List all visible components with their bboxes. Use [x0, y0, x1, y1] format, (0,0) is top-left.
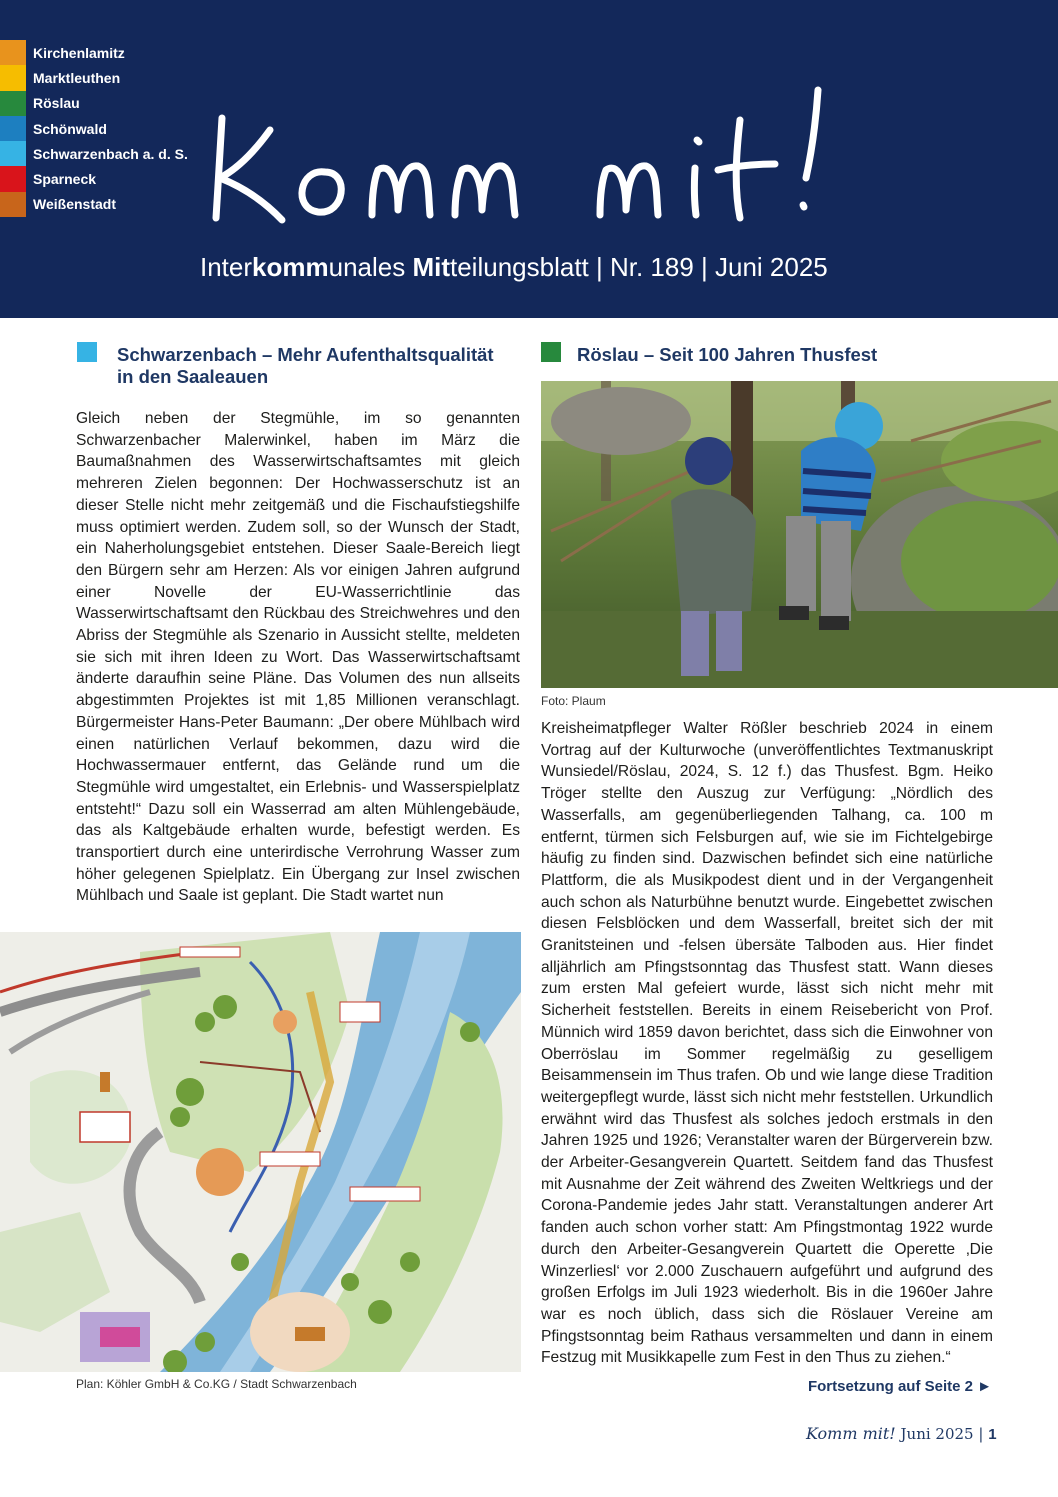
town-color-swatch — [0, 40, 26, 65]
headline-line: Schwarzenbach – Mehr Aufenthaltsqualität — [117, 344, 494, 365]
subtitle-part: unales — [328, 252, 413, 282]
town-label: Kirchenlamitz — [33, 44, 125, 61]
forest-photo-drawing — [541, 381, 1058, 688]
plan-caption: Plan: Köhler GmbH & Co.KG / Stadt Schwarzenbach — [76, 1377, 357, 1391]
town-color-swatch — [0, 116, 26, 141]
town-label: Schönwald — [33, 120, 107, 137]
page-footer — [806, 1424, 997, 1443]
masthead-subtitle — [200, 252, 828, 283]
article-headline — [117, 344, 517, 388]
town-label: Weißenstadt — [33, 196, 116, 213]
subtitle-part: Inter — [200, 252, 253, 282]
town-item — [0, 40, 188, 65]
masthead — [0, 0, 1058, 318]
subtitle-bold-part: komm — [252, 252, 329, 282]
town-item — [0, 65, 188, 90]
site-plan-drawing — [0, 932, 521, 1372]
town-item — [0, 192, 188, 217]
article-body: Gleich neben der Stegmühle, im so genannten Schwarzenbacher Malerwinkel, haben im März die Baumaßnahmen des Wasserwirtschaftsamtes mit gleich mehreren Zielen begonnen: Der Hochwasserschutz ist an dieser Stelle nicht mehr zeitgemäß und die Fischaufstiegshilfe muss optimiert werden. Zudem soll, so der Wunsch der Stadt, ein Naherholungsgebiet entstehen. Dieser Saale-Bereich liegt den Bürgern sehr am Herzen: Als vor einigen Jahren aufgrund einer Novelle der EU-Wasserrichtlinie das Wasserwirtschaftsamt den Rückbau des Streichwehres und den Abriss der Stegmühle als Szenario in Aussicht stellte, meldeten sie sich mit ihren Ideen zu Wort. Das Wasserwirtschaftsamt änderte daraufhin seine Pläne. Das Volumen des nun allseits abgestimmten Projektes ist mit 1,85 Millionen veranschlagt. Bürgermeister Hans-Peter Baumann: „Der obere Mühlbach wird einen natürlichen Verlauf bekommen, dazu wird die Hochwassermauer entfernt, das Gelände rund um die Stegmühle wird umgestaltet, ein Erlebnis- und Wasserspielplatz entsteht!“ Dazu soll ein Wasserrad am alten Mühlengebäude, das als Kaltgebäude erhalten wurde, befestigt werden. Es transportiert durch eine unterirdische Verrohrung Wasser zum höher gelegenen Spielplatz. Ein Übergang zur Insel zwischen Mühlbach und Saale ist geplant. Die Stadt wartet nun — [76, 410, 520, 905]
article-headline: Röslau – Seit 100 Jahren Thusfest — [577, 344, 878, 365]
town-color-swatch — [0, 166, 26, 191]
article-body: Kreisheimatpfleger Walter Rößler beschrieb 2024 in einem Vortrag auf der Kulturwoche (unveröffentlichtes Textmanuskript Wunsiedel/Röslau, 2024, S. 12 f.) das Thusfest. Bgm. Heiko Tröger stellte den Auszug zur Verfügung: „Nördlich des Wasserfalls, am gegenüberliegenden Talhang, ca. 100 m entfernt, türmen sich Felsburgen auf, wie sie im Fichtelgebirge häufig zu finden sind. Dazwischen befindet sich eine natürliche Plattform, die als Musikpodest dient und in der Vergangenheit auch schon als Naturbühne benutzt wurde. Eingebettet zwischen diesen Felsblöcken und dem Wasserfall, breitet sich der mit Granitsteinen und -felsen übersäte Talboden aus. Hier findet alljährlich am Pfingstsonntag das Thusfest statt. Wann dieses zum ersten Mal gefeiert wurde, lässt sich nicht mehr mit Sicherheit feststellen. Bereits in einem Reisebericht von Prof. Münnich wird 1859 davon berichtet, dass sich die Einwohner von Oberröslau im Sommer regelmäßig zu geselligem Beisammensein im Thus trafen. Ob und wie lange diese Tradition weitergepflegt wurde, lässt sich nicht mehr feststellen. Urkundlich erwähnt wird das Thusfest als solches jedoch erstmals in den Jahren 1925 und 1926; Veranstalter waren der Bürgerverein bzw. der Arbeiter-Gesangverein Quartett. Seitdem fand das Thusfest mit Ausnahme der Zeit während des Zweiten Weltkriegs und der Corona-Pandemie jedes Jahr statt. Veranstaltungen anderer Art fanden auch schon vorher statt: Am Pfingstmontag 1922 wurde durch den Arbeiter-Gesangverein Quartett die Operette ‚Die Winzerliesl‘ vor 2.000 Zuschauern aufgeführt und aufgrund des großen Erfolgs im Juli 1923 wiederholt. Bis in die 1960er Jahre war es noch üblich, dass sich die Röslauer Vereine am Pfingstsonntag beim Rathaus versammelten und dann in einem Festzug mit Musikkapelle zum Fest in den Thus zu ziehen.“ — [541, 720, 993, 1367]
town-label: Marktleuthen — [33, 69, 121, 86]
section-marker-schwarzenbach — [77, 342, 97, 362]
footer-issue: Juni 2025 — [900, 1425, 974, 1443]
town-label: Röslau — [33, 95, 80, 112]
town-color-swatch — [0, 141, 26, 166]
town-item — [0, 141, 188, 166]
subtitle-bold-part: Mit — [412, 252, 450, 282]
town-color-swatch — [0, 65, 26, 90]
photo-caption: Foto: Plaum — [541, 694, 606, 708]
town-color-swatch — [0, 91, 26, 116]
town-label: Schwarzenbach a. d. S. — [33, 145, 188, 162]
town-list — [0, 40, 188, 217]
town-label: Sparneck — [33, 171, 97, 188]
town-color-swatch — [0, 192, 26, 217]
footer-separator: | — [978, 1425, 984, 1443]
town-item — [0, 166, 188, 191]
town-item — [0, 116, 188, 141]
children-in-forest-photo — [541, 381, 1058, 688]
footer-brand: Komm mit! — [806, 1424, 896, 1443]
town-item — [0, 91, 188, 116]
section-marker-roeslau — [541, 342, 561, 362]
site-plan-image — [0, 932, 521, 1372]
page-number: 1 — [988, 1426, 997, 1443]
continued-link[interactable]: Fortsetzung auf Seite 2 ► — [807, 1378, 992, 1395]
komm-mit-logo — [200, 60, 1030, 250]
headline-line: in den Saaleauen — [117, 366, 269, 387]
subtitle-part: teilungsblatt | Nr. 189 | Juni 2025 — [450, 252, 828, 282]
